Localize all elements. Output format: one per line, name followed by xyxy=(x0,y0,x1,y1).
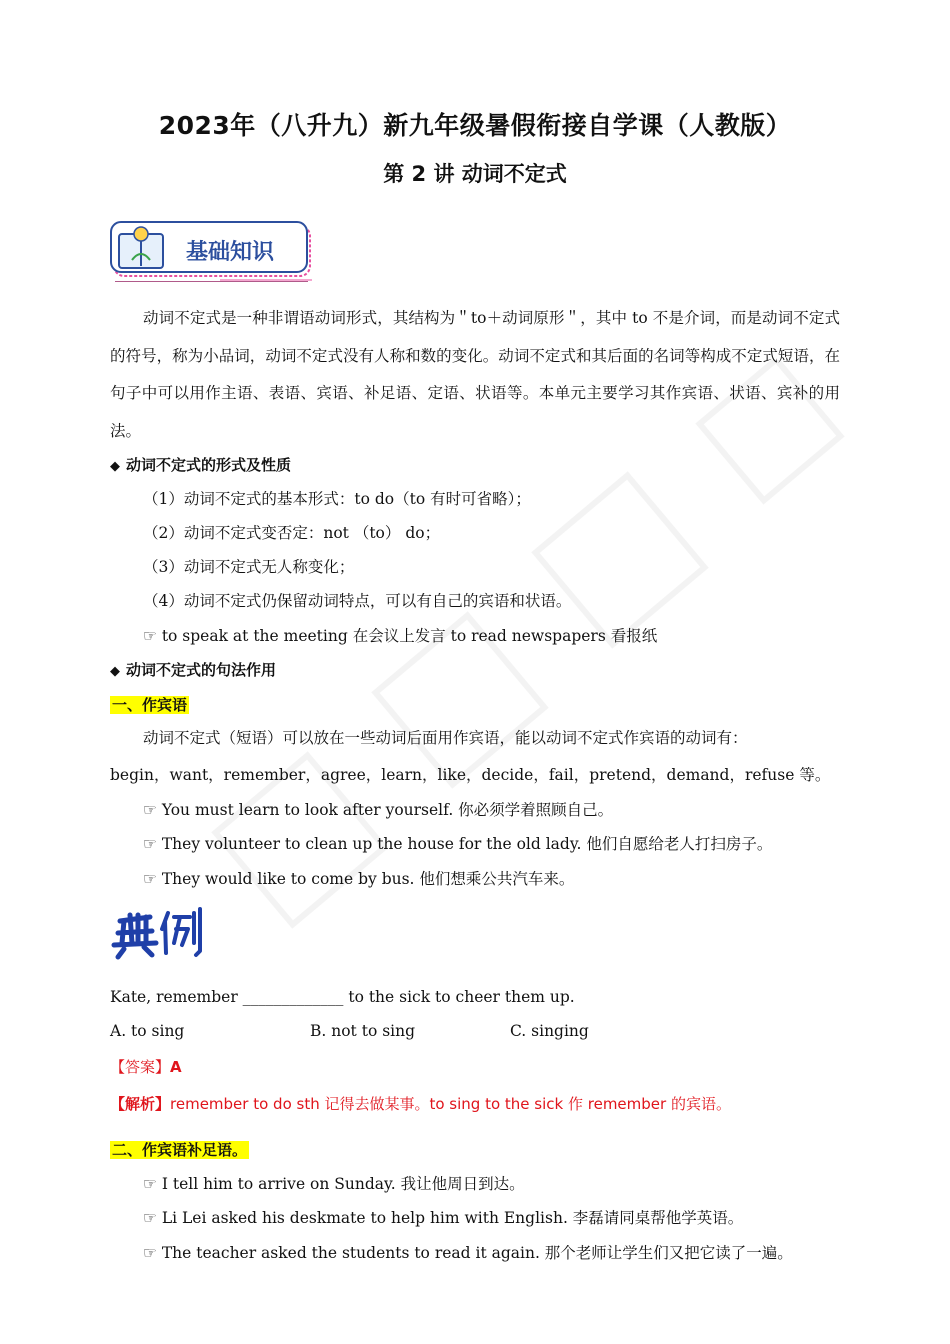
analysis-text: remember to do sth 记得去做某事。to sing to the sick 作 remember 的宾语。 xyxy=(170,1095,731,1113)
banner-underline xyxy=(115,281,308,282)
example-logo-icon xyxy=(110,903,204,961)
part-heading-complement: 二、作宾语补足语。 xyxy=(112,1141,248,1159)
option-a: A. to sing xyxy=(110,1022,185,1040)
lesson-subtitle: 第 2 讲 动词不定式 xyxy=(383,162,567,186)
diamond-bullet-icon: ◆ xyxy=(110,664,120,679)
section-heading-usage: ◆ 动词不定式的句法作用 xyxy=(110,661,277,679)
book-lightbulb-icon xyxy=(119,227,163,268)
page-title: 2023年（八升九）新九年级暑假衔接自学课（人教版） xyxy=(158,111,792,140)
exercise-question: Kate, remember _____________ to the sick to cheer them up. xyxy=(110,988,575,1006)
verb-list: begin，want，remember，agree，learn，like，decide，fail，pretend，demand，refuse 等。 xyxy=(110,766,831,784)
part-heading-object: 一、作宾语 xyxy=(112,696,188,714)
answer-value: A xyxy=(170,1058,182,1076)
example-sentence: ☞ Li Lei asked his deskmate to help him with English. 李磊请同桌帮他学英语。 xyxy=(143,1209,744,1227)
example-sentence: ☞ to speak at the meeting 在会议上发言 to read newspapers 看报纸 xyxy=(143,627,658,645)
example-sentence: ☞ The teacher asked the students to read it again. 那个老师让学生们又把它读了一遍。 xyxy=(143,1244,793,1262)
option-c: C. singing xyxy=(510,1022,589,1040)
banner-label: 基础知识 xyxy=(186,240,275,265)
analysis-label: 【解析】 xyxy=(110,1095,171,1113)
example-sentence: ☞ You must learn to look after yourself. 你必须学着照顾自己。 xyxy=(143,801,614,819)
list-item: （3）动词不定式无人称变化； xyxy=(143,558,355,576)
list-item: （2）动词不定式变否定：not （to） do； xyxy=(143,524,441,542)
section-heading-form: ◆ 动词不定式的形式及性质 xyxy=(110,456,292,474)
example-sentence: ☞ They volunteer to clean up the house for the old lady. 他们自愿给老人打扫房子。 xyxy=(143,835,773,853)
answer-line xyxy=(110,1057,182,1077)
example-sentence: ☞ They would like to come by bus. 他们想乘公共汽车来。 xyxy=(143,870,575,888)
intro-paragraph: 动词不定式是一种非谓语动词形式，其结构为＂to＋动词原形＂，其中 to 不是介词，而是动词不定式的符号，称为小品词，动词不定式没有人称和数的变化。动词不定式和其后面的名词等构成不定式短语，在句子中可以用作主语、表语、宾语、补足语、定语、状语等。本单元主要学习其作宾语、状语、宾补的用法。 xyxy=(110,309,840,440)
svg-text:典例: 典例 xyxy=(110,903,112,904)
analysis-line xyxy=(110,1094,731,1114)
example-sentence: ☞ I tell him to arrive on Sunday. 我让他周日到达。 xyxy=(143,1175,525,1193)
part-description: 动词不定式（短语）可以放在一些动词后面用作宾语，能以动词不定式作宾语的动词有： xyxy=(143,729,748,747)
exercise-options xyxy=(110,1021,710,1041)
answer-label: 【答案】 xyxy=(110,1058,171,1076)
list-item: （4）动词不定式仍保留动词特点，可以有自己的宾语和状语。 xyxy=(143,592,572,610)
option-b: B. not to sing xyxy=(310,1022,416,1040)
diamond-bullet-icon: ◆ xyxy=(110,459,120,474)
section-banner xyxy=(110,220,312,282)
list-item: （1）动词不定式的基本形式：to do（to 有时可省略）； xyxy=(143,490,531,508)
